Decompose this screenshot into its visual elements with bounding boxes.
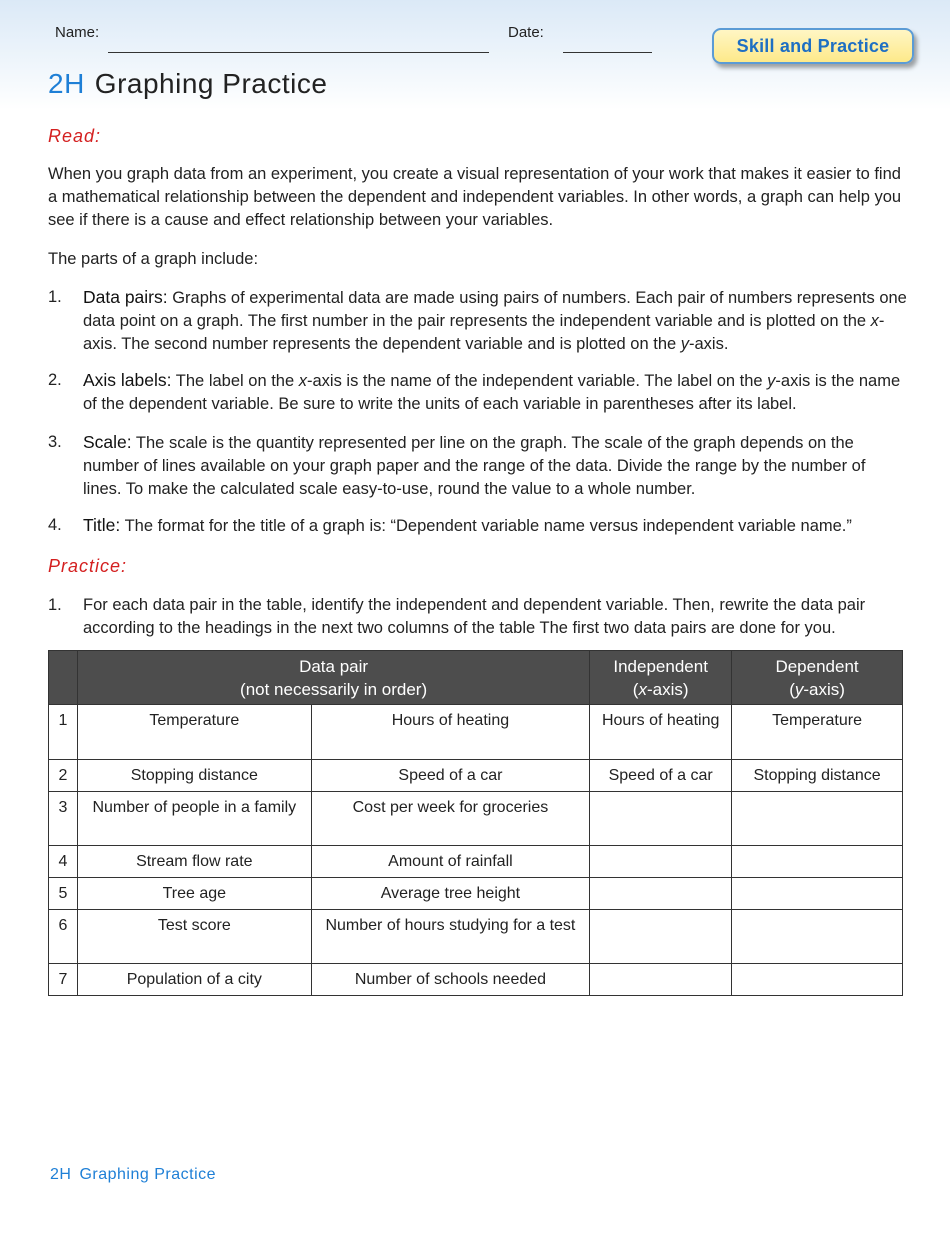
pair-cell-a: Stopping distance bbox=[77, 760, 311, 792]
pair-cell-b: Hours of heating bbox=[311, 705, 590, 760]
pair-cell-a: Temperature bbox=[77, 705, 311, 760]
item-text: The scale is the quantity represented per line on the graph. The scale of the graph depends on the number of lines available on your graph paper and the range of the data. Divide the range by the number of lines. To make the calculated scale easy-to-use, round the value to a whole number. bbox=[83, 434, 866, 498]
independent-cell[interactable] bbox=[590, 878, 732, 910]
term-label: Scale: bbox=[83, 432, 132, 452]
row-number: 6 bbox=[49, 910, 78, 964]
dependent-cell[interactable] bbox=[732, 878, 903, 910]
badge-label: Skill and Practice bbox=[736, 35, 890, 56]
table-row bbox=[49, 705, 903, 760]
header-data-pair bbox=[77, 651, 589, 705]
row-number: 3 bbox=[49, 792, 78, 846]
table-row bbox=[49, 760, 903, 792]
dependent-cell[interactable] bbox=[732, 792, 903, 846]
pair-cell-b: Amount of rainfall bbox=[311, 846, 590, 878]
date-label: Date: bbox=[508, 24, 544, 41]
item-text: The format for the title of a graph is: “Dependent variable name versus independent variable name.” bbox=[120, 517, 852, 535]
page-title bbox=[48, 68, 327, 100]
table-row bbox=[49, 964, 903, 996]
x-var: x bbox=[298, 372, 307, 390]
list-item-scale bbox=[48, 431, 908, 501]
skill-and-practice-badge bbox=[712, 28, 914, 64]
row-number: 7 bbox=[49, 964, 78, 996]
independent-cell[interactable] bbox=[590, 910, 732, 964]
practice-item bbox=[48, 594, 908, 640]
x-var: x bbox=[870, 312, 879, 330]
footer-code: 2H bbox=[50, 1166, 72, 1183]
dependent-cell[interactable]: Stopping distance bbox=[732, 760, 903, 792]
header-number-cell bbox=[49, 651, 78, 705]
date-field-line[interactable] bbox=[563, 52, 652, 53]
independent-cell[interactable] bbox=[590, 792, 732, 846]
independent-cell[interactable] bbox=[590, 964, 732, 996]
title-code: 2H bbox=[48, 68, 85, 99]
parts-intro: The parts of a graph include: bbox=[48, 250, 259, 268]
item-text: Graphs of experimental data are made using pairs of numbers. Each pair of numbers represents one data point on a graph. The first number in the pair represents the independent variable and is plotted on the bbox=[83, 289, 907, 330]
dependent-cell[interactable]: Temperature bbox=[732, 705, 903, 760]
list-item-axis-labels bbox=[48, 369, 908, 416]
header-text: (not necessarily in order) bbox=[240, 679, 428, 699]
pair-cell-b: Speed of a car bbox=[311, 760, 590, 792]
pair-cell-a: Tree age bbox=[77, 878, 311, 910]
pair-cell-b: Average tree height bbox=[311, 878, 590, 910]
list-number: 1. bbox=[48, 288, 62, 306]
list-number: 2. bbox=[48, 371, 62, 389]
item-text: -axis. The second number represents the dependent variable and is plotted on the bbox=[83, 312, 885, 353]
pair-cell-a: Population of a city bbox=[77, 964, 311, 996]
dependent-cell[interactable] bbox=[732, 964, 903, 996]
term-label: Axis labels: bbox=[83, 370, 172, 390]
x-var: x bbox=[638, 679, 647, 699]
pair-cell-a: Test score bbox=[77, 910, 311, 964]
intro-paragraph: When you graph data from an experiment, you create a visual representation of your work that makes it easier to find a mathematical relationship between the dependent and independent variables. In other words, a graph can help you see if there is a cause and effect relationship between your variables. bbox=[48, 165, 902, 229]
item-text: The label on the bbox=[171, 372, 299, 390]
read-heading: Read: bbox=[48, 126, 102, 146]
practice-instructions: For each data pair in the table, identify the independent and dependent variable. Then, rewrite the data pair according to the headings in the next two columns of the table The first two data pairs are done for you. bbox=[83, 596, 866, 637]
item-text: -axis. bbox=[689, 335, 729, 353]
row-number: 1 bbox=[49, 705, 78, 760]
header-text: -axis) bbox=[803, 679, 845, 699]
dependent-cell[interactable] bbox=[732, 910, 903, 964]
title-text: Graphing Practice bbox=[94, 68, 328, 99]
header-text: Dependent bbox=[775, 656, 859, 676]
y-var: y bbox=[794, 679, 804, 699]
pair-cell-b: Number of schools needed bbox=[311, 964, 590, 996]
pair-cell-a: Number of people in a family bbox=[77, 792, 311, 846]
item-text: -axis is the name of the dependent variable. Be sure to write the units of each variable in parentheses after its label. bbox=[83, 372, 901, 413]
list-number: 3. bbox=[48, 433, 62, 451]
table-row bbox=[49, 792, 903, 846]
practice-heading: Practice: bbox=[48, 556, 128, 576]
independent-cell[interactable]: Speed of a car bbox=[590, 760, 732, 792]
footer-text: Graphing Practice bbox=[79, 1166, 217, 1183]
item-text: -axis is the name of the independent variable. The label on the bbox=[306, 372, 768, 390]
header-independent: Independent (x-axis) bbox=[590, 651, 732, 705]
term-label: Title: bbox=[83, 515, 121, 535]
name-field-line[interactable] bbox=[108, 52, 489, 53]
table-row bbox=[49, 910, 903, 964]
list-number: 1. bbox=[48, 596, 62, 614]
table-row bbox=[49, 878, 903, 910]
y-var: y bbox=[680, 335, 690, 353]
list-item-title bbox=[48, 514, 908, 538]
list-item-data-pairs bbox=[48, 286, 908, 356]
pair-cell-b: Number of hours studying for a test bbox=[311, 910, 590, 964]
data-pair-table bbox=[48, 650, 903, 996]
header-text: Independent bbox=[613, 656, 708, 676]
table-header-row bbox=[49, 651, 903, 705]
independent-cell[interactable] bbox=[590, 846, 732, 878]
name-label: Name: bbox=[55, 24, 100, 41]
list-number: 4. bbox=[48, 516, 62, 534]
row-number: 4 bbox=[49, 846, 78, 878]
dependent-cell[interactable] bbox=[732, 846, 903, 878]
table-row bbox=[49, 846, 903, 878]
page-footer bbox=[50, 1166, 216, 1184]
row-number: 2 bbox=[49, 760, 78, 792]
row-number: 5 bbox=[49, 878, 78, 910]
header-text: Data pair bbox=[299, 656, 369, 676]
term-label: Data pairs: bbox=[83, 287, 168, 307]
header-text: -axis) bbox=[646, 679, 689, 699]
y-var: y bbox=[767, 372, 776, 390]
header-dependent: Dependent (y-axis) bbox=[732, 651, 903, 705]
pair-cell-b: Cost per week for groceries bbox=[311, 792, 590, 846]
independent-cell[interactable]: Hours of heating bbox=[590, 705, 732, 760]
pair-cell-a: Stream flow rate bbox=[77, 846, 311, 878]
